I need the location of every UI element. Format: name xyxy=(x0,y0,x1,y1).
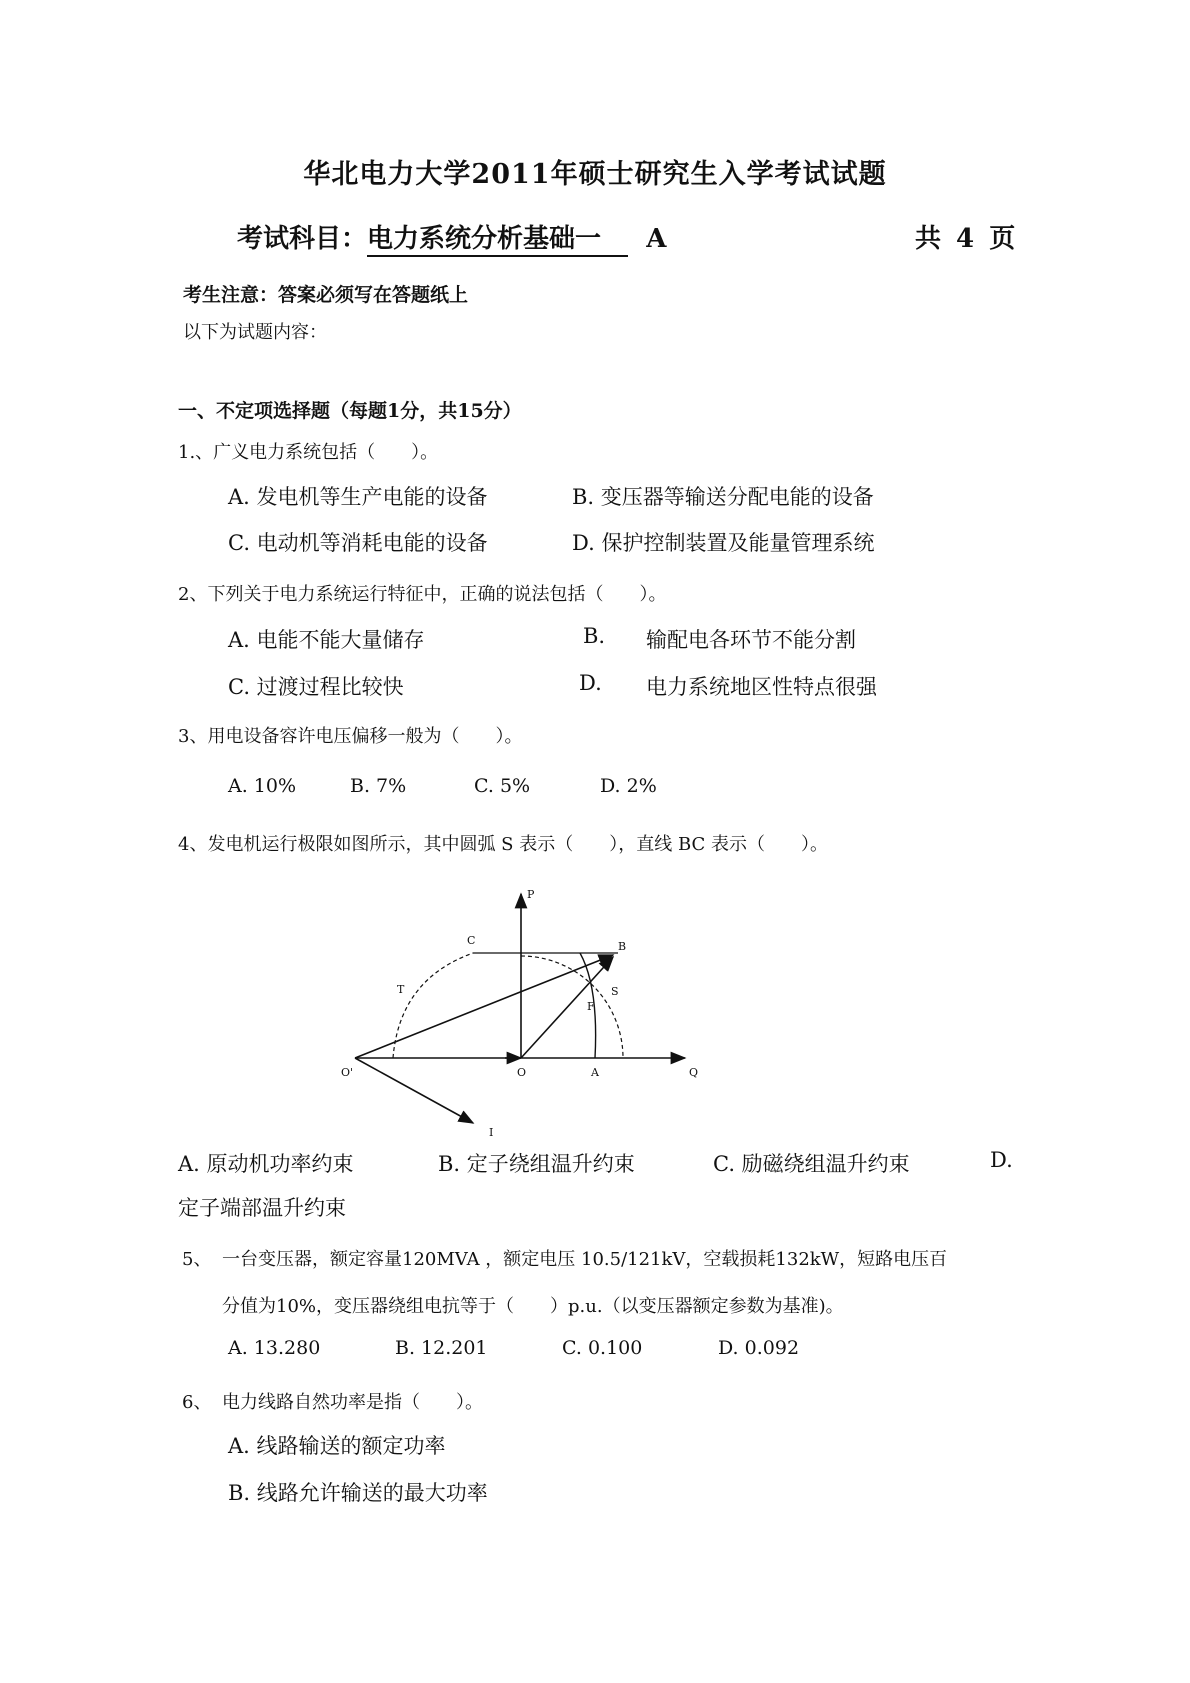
label-t: T xyxy=(397,983,405,996)
exam-subject xyxy=(237,218,666,255)
section-heading: 一、不定项选择题（每题1分，共15分） xyxy=(178,400,522,422)
q3-stem: 3、用电设备容许电压偏移一般为（ ）。 xyxy=(178,726,523,747)
q4-option-d-letter: D. xyxy=(990,1148,1013,1172)
q2-stem: 2、下列关于电力系统运行特征中，正确的说法包括（ ）。 xyxy=(178,584,667,605)
label-f: F xyxy=(587,1000,595,1013)
q2-option-c: C. 过渡过程比较快 xyxy=(228,675,404,699)
subject-name: 电力系统分析基础一 xyxy=(367,224,628,257)
q3-option-a: A. 10% xyxy=(228,775,297,797)
q6-option-b: B. 线路允许输送的最大功率 xyxy=(228,1481,488,1505)
label-i: I xyxy=(489,1126,494,1139)
label-q: Q xyxy=(689,1066,699,1079)
q5-option-d: D. 0.092 xyxy=(718,1337,800,1359)
q3-option-d: D. 2% xyxy=(600,775,657,797)
vector-o-b xyxy=(521,957,613,1058)
exam-notice: 考生注意：答案必须写在答题纸上 xyxy=(183,284,469,306)
q6-option-a: A. 线路输送的额定功率 xyxy=(228,1434,446,1458)
q2-option-d-letter: D. xyxy=(579,671,602,695)
label-c: C xyxy=(467,934,476,947)
paper-code: A xyxy=(646,224,667,254)
q5-stem-line2: 分值为10%，变压器绕组电抗等于（ ）p.u.（以变压器额定参数为基准)。 xyxy=(222,1296,844,1317)
vector-i xyxy=(355,1058,473,1123)
vector-oprime-b xyxy=(355,955,613,1058)
q6-number: 6、 xyxy=(182,1392,212,1413)
exam-title: 华北电力大学2011年硕士研究生入学考试试题 xyxy=(303,159,887,190)
q5-option-c: C. 0.100 xyxy=(562,1337,643,1359)
q1-option-a: A. 发电机等生产电能的设备 xyxy=(228,485,488,509)
total-pages: 共 4 页 xyxy=(915,224,1016,254)
label-o: O xyxy=(517,1066,527,1079)
exam-intro: 以下为试题内容： xyxy=(183,322,327,343)
q1-stem: 1.、广义电力系统包括（ ）。 xyxy=(178,442,439,463)
q1-option-d: D. 保护控制装置及能量管理系统 xyxy=(572,531,875,555)
q2-option-b-letter: B. xyxy=(583,624,606,648)
q3-option-b: B. 7% xyxy=(350,775,407,797)
arc-t xyxy=(393,953,473,1058)
generator-limit-diagram xyxy=(341,880,715,1140)
label-s: S xyxy=(611,985,619,998)
subject-prefix: 考试科目： xyxy=(237,224,368,254)
label-b: B xyxy=(618,940,627,953)
q2-option-a: A. 电能不能大量储存 xyxy=(228,628,425,652)
q4-option-c: C. 励磁绕组温升约束 xyxy=(713,1152,910,1176)
label-a: A xyxy=(591,1066,599,1079)
label-o-prime: O' xyxy=(341,1066,354,1079)
q5-option-b: B. 12.201 xyxy=(395,1337,488,1359)
q4-option-a: A. 原动机功率约束 xyxy=(178,1152,354,1176)
label-p: P xyxy=(527,888,535,901)
q5-stem-line1: 一台变压器，额定容量120MVA ，额定电压 10.5/121kV，空载损耗132kW，短路电压百 xyxy=(222,1249,948,1270)
q2-option-b: 输配电各环节不能分割 xyxy=(646,628,856,652)
q5-option-a: A. 13.280 xyxy=(228,1337,321,1359)
q4-option-b: B. 定子绕组温升约束 xyxy=(438,1152,635,1176)
q1-option-b: B. 变压器等输送分配电能的设备 xyxy=(572,485,874,509)
q6-stem: 电力线路自然功率是指（ ）。 xyxy=(222,1392,483,1413)
q4-option-d: 定子端部温升约束 xyxy=(178,1196,346,1220)
q2-option-d: 电力系统地区性特点很强 xyxy=(646,675,877,699)
q4-stem: 4、发电机运行极限如图所示，其中圆弧 S 表示（ ），直线 BC 表示（ ）。 xyxy=(178,834,829,855)
q1-option-c: C. 电动机等消耗电能的设备 xyxy=(228,531,488,555)
q5-number: 5、 xyxy=(182,1249,212,1270)
q3-option-c: C. 5% xyxy=(474,775,531,797)
